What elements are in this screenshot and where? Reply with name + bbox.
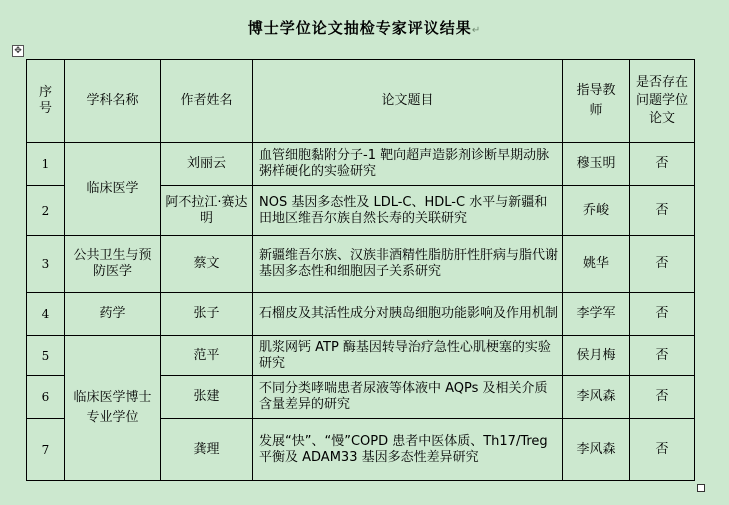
row-problem: 否 bbox=[630, 143, 695, 186]
row-author: 阿不拉江·赛达明 bbox=[161, 186, 253, 236]
row-advisor: 穆玉明 bbox=[563, 143, 630, 186]
row-author: 张建 bbox=[161, 376, 253, 419]
header-advisor: 指导教师 bbox=[563, 60, 630, 143]
row-seq: 1 bbox=[27, 143, 65, 186]
row-problem: 否 bbox=[630, 236, 695, 293]
header-author: 作者姓名 bbox=[161, 60, 253, 143]
row-seq: 4 bbox=[27, 293, 65, 336]
paragraph-mark-icon: ↵ bbox=[471, 25, 482, 36]
table-row bbox=[27, 293, 695, 336]
row-author: 张子 bbox=[161, 293, 253, 336]
header-subject: 学科名称 bbox=[65, 60, 161, 143]
row-thesis: 石榴皮及其活性成分对胰岛细胞功能影响及作用机制 bbox=[253, 293, 563, 336]
header-problem: 是否存在问题学位论文 bbox=[630, 60, 695, 143]
table-row bbox=[27, 236, 695, 293]
row-thesis: 肌浆网钙 ATP 酶基因转导治疗急性心肌梗塞的实验研究 bbox=[253, 336, 563, 376]
header-seq: 序号 bbox=[27, 60, 65, 143]
document-title: 博士学位论文抽检专家评议结果↵ bbox=[247, 19, 482, 37]
row-advisor: 李学军 bbox=[563, 293, 630, 336]
row-seq: 5 bbox=[27, 336, 65, 376]
row-seq: 6 bbox=[27, 376, 65, 419]
table-header-row bbox=[27, 60, 695, 143]
row-seq: 7 bbox=[27, 419, 65, 481]
row-seq: 3 bbox=[27, 236, 65, 293]
header-thesis: 论文题目 bbox=[253, 60, 563, 143]
row-advisor: 李风森 bbox=[563, 376, 630, 419]
row-thesis: 新疆维吾尔族、汉族非酒精性脂肪肝性肝病与脂代谢基因多态性和细胞因子关系研究 bbox=[253, 236, 563, 293]
table-row bbox=[27, 336, 695, 376]
row-author: 刘丽云 bbox=[161, 143, 253, 186]
row-advisor: 李风森 bbox=[563, 419, 630, 481]
subject-clinical: 临床医学 bbox=[65, 143, 161, 236]
row-seq: 2 bbox=[27, 186, 65, 236]
row-problem: 否 bbox=[630, 186, 695, 236]
table-resize-handle[interactable] bbox=[697, 484, 705, 492]
row-problem: 否 bbox=[630, 293, 695, 336]
row-author: 蔡文 bbox=[161, 236, 253, 293]
row-thesis: 不同分类哮喘患者尿液等体液中 AQPs 及相关介质含量差异的研究 bbox=[253, 376, 563, 419]
subject-pharmacy: 药学 bbox=[65, 293, 161, 336]
row-author: 范平 bbox=[161, 336, 253, 376]
row-problem: 否 bbox=[630, 419, 695, 481]
row-advisor: 侯月梅 bbox=[563, 336, 630, 376]
row-thesis: 血管细胞黏附分子-1 靶向超声造影剂诊断早期动脉粥样硬化的实验研究 bbox=[253, 143, 563, 186]
table-move-handle-icon[interactable]: ✥ bbox=[12, 45, 24, 57]
row-advisor: 乔峻 bbox=[563, 186, 630, 236]
subject-clinical-professional: 临床医学博士专业学位 bbox=[65, 336, 161, 481]
row-advisor: 姚华 bbox=[563, 236, 630, 293]
results-table bbox=[26, 59, 695, 481]
row-thesis: NOS 基因多态性及 LDL-C、HDL-C 水平与新疆和田地区维吾尔族自然长寿的关联研究 bbox=[253, 186, 563, 236]
row-thesis: 发展“快”、“慢”COPD 患者中医体质、Th17/Treg 平衡及 ADAM33 基因多态性差异研究 bbox=[253, 419, 563, 481]
subject-public-health: 公共卫生与预防医学 bbox=[65, 236, 161, 293]
row-problem: 否 bbox=[630, 336, 695, 376]
row-problem: 否 bbox=[630, 376, 695, 419]
table-row bbox=[27, 143, 695, 186]
row-author: 龚理 bbox=[161, 419, 253, 481]
